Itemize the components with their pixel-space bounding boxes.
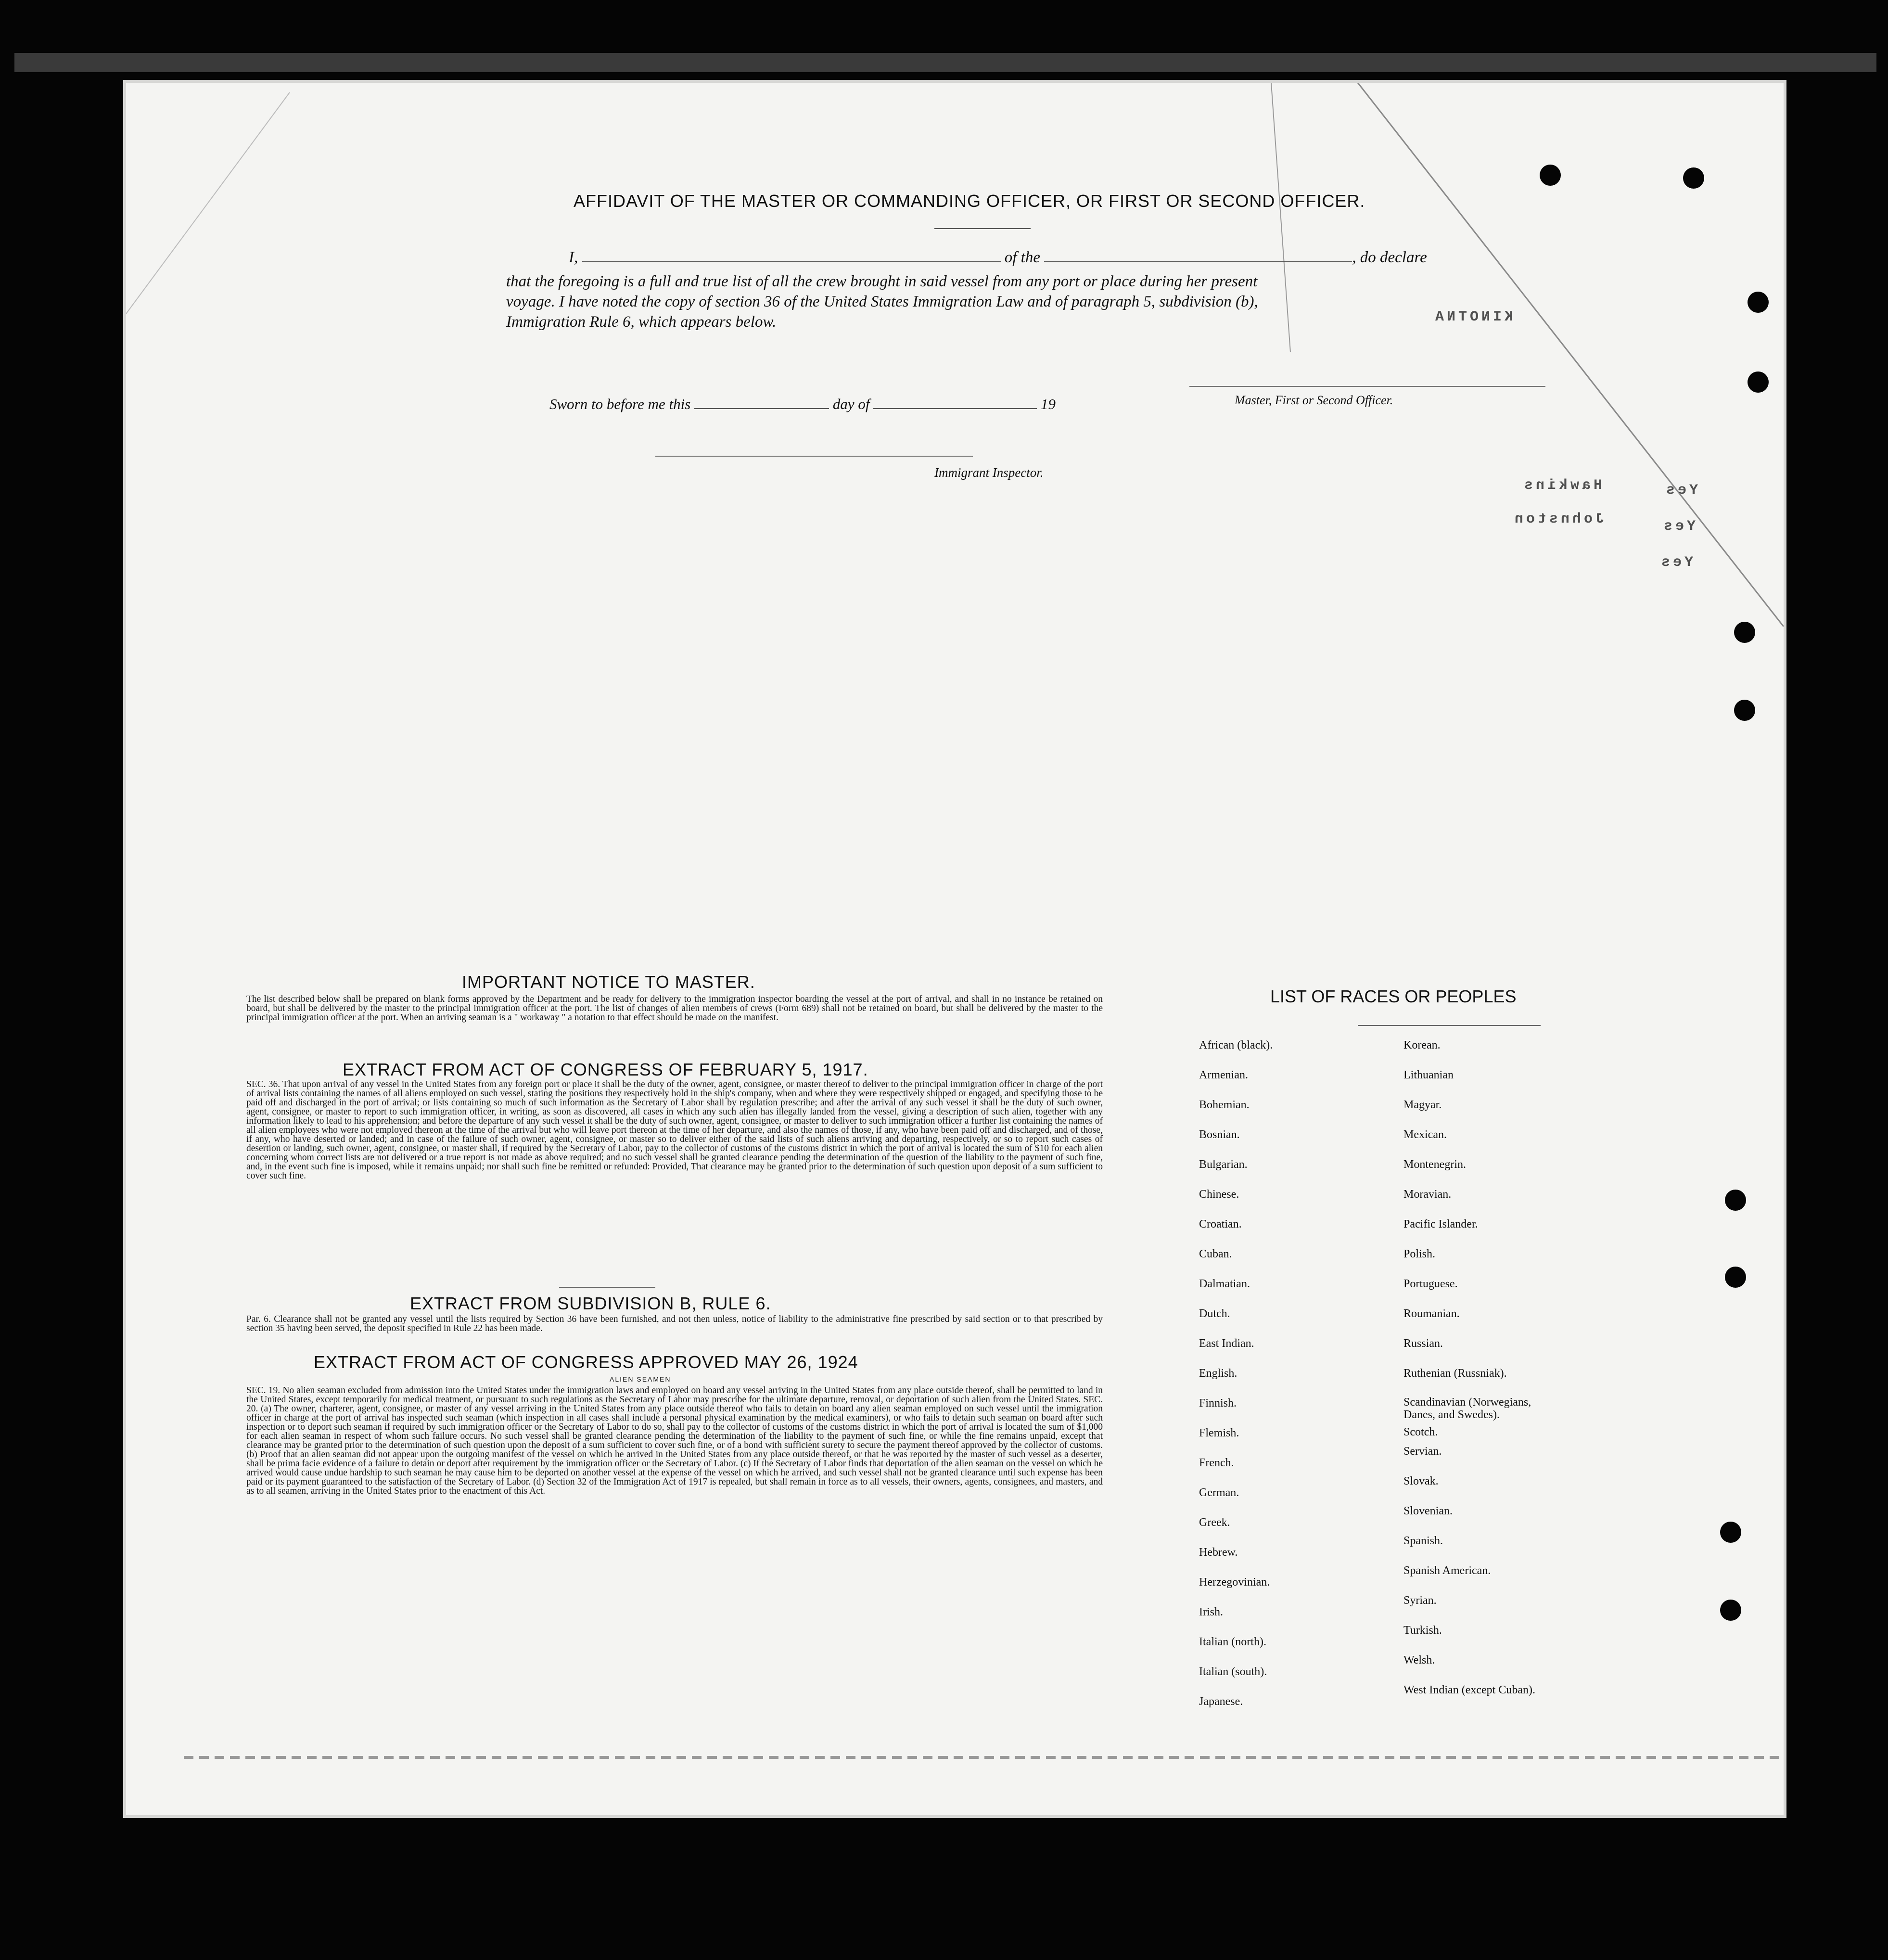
punch-hole xyxy=(1683,167,1704,189)
race-item: Spanish. xyxy=(1403,1535,1443,1547)
race-item: Welsh. xyxy=(1403,1654,1435,1666)
race-item: Finnish. xyxy=(1199,1397,1237,1409)
act-1924-title: EXTRACT FROM ACT OF CONGRESS APPROVED MAY 26, 1924 xyxy=(314,1352,858,1372)
punch-hole xyxy=(1725,1267,1746,1288)
punch-hole xyxy=(1725,1190,1746,1211)
race-item: Irish. xyxy=(1199,1606,1223,1618)
race-item: Magyar. xyxy=(1403,1099,1442,1111)
race-item: Lithuanian xyxy=(1403,1069,1454,1081)
punch-hole xyxy=(1734,700,1755,721)
affidavit-title: AFFIDAVIT OF THE MASTER OR COMMANDING OFFICER, OR FIRST OR SECOND OFFICER. xyxy=(574,191,1365,211)
notice-title: IMPORTANT NOTICE TO MASTER. xyxy=(462,972,755,992)
bleed-through-yes: Yes xyxy=(1661,518,1696,535)
race-item: Herzegovinian. xyxy=(1199,1576,1270,1588)
race-item: Japanese. xyxy=(1199,1695,1243,1708)
affidavit-line-4: Immigration Rule 6, which appears below. xyxy=(506,313,777,331)
race-item: Bohemian. xyxy=(1199,1099,1250,1111)
race-item: Russian. xyxy=(1403,1337,1443,1350)
race-item: Bosnian. xyxy=(1199,1128,1240,1141)
race-item: Syrian. xyxy=(1403,1594,1437,1607)
bleed-through-stamp: KINOTNA xyxy=(1432,309,1514,325)
bleed-through-yes: Yes xyxy=(1658,554,1694,571)
act-1917-title: EXTRACT FROM ACT OF CONGRESS OF FEBRUARY 5, 1917. xyxy=(343,1060,868,1079)
affidavit-i: I, xyxy=(569,249,578,266)
race-item: Hebrew. xyxy=(1199,1546,1238,1559)
vessel-blank xyxy=(1044,261,1352,262)
punch-hole xyxy=(1748,372,1769,393)
signature-line xyxy=(1189,386,1545,387)
race-item: Armenian. xyxy=(1199,1069,1248,1081)
inspector-line xyxy=(655,456,973,457)
race-item: Croatian. xyxy=(1199,1218,1242,1230)
month-blank xyxy=(873,408,1037,409)
races-left-column xyxy=(1199,1038,1273,1724)
section-divider xyxy=(559,1287,655,1288)
punch-hole xyxy=(1540,165,1561,186)
race-item: Dutch. xyxy=(1199,1307,1230,1320)
race-item: Chinese. xyxy=(1199,1188,1239,1201)
rule-6-body: Par. 6. Clearance shall not be granted any vessel until the lists required by Section 36 have been furnished, and not then unless, notice of liability to the administrative fine prescribed by said section or to that prescribed by section 35 having been served, the deposit specified in Rule 22 has been made. xyxy=(246,1314,1103,1333)
races-divider xyxy=(1358,1025,1541,1026)
race-item: French. xyxy=(1199,1457,1234,1469)
race-item: English. xyxy=(1199,1367,1237,1380)
punch-hole xyxy=(1734,622,1755,643)
bleed-through-yes: Yes xyxy=(1663,482,1698,499)
scan-edge xyxy=(14,53,1876,72)
race-item: Polish. xyxy=(1403,1248,1436,1260)
race-item: African (black). xyxy=(1199,1039,1273,1051)
race-item: Portuguese. xyxy=(1403,1278,1458,1290)
affidavit-line-1 xyxy=(569,249,1427,267)
punch-hole xyxy=(1748,292,1769,313)
race-item: Scotch. xyxy=(1403,1426,1438,1438)
sworn-label: Sworn to before me this xyxy=(549,396,691,412)
race-item: Cuban. xyxy=(1199,1248,1232,1260)
race-item: Flemish. xyxy=(1199,1427,1239,1439)
race-item: Dalmatian. xyxy=(1199,1278,1250,1290)
sworn-line xyxy=(549,396,1056,413)
signature-caption: Master, First or Second Officer. xyxy=(1235,393,1393,407)
form-sheet xyxy=(126,83,1784,1815)
name-blank xyxy=(582,261,1001,262)
bleed-through-name: Johnston xyxy=(1512,511,1605,527)
race-item: German. xyxy=(1199,1486,1239,1499)
race-item: Slovenian. xyxy=(1403,1505,1453,1517)
affidavit-line-2: that the foregoing is a full and true list of all the crew brought in said vessel from any port or place during her present xyxy=(506,273,1258,290)
race-item: Ruthenian (Russniak). xyxy=(1403,1367,1507,1380)
year-prefix: 19 xyxy=(1040,396,1056,412)
race-item: East Indian. xyxy=(1199,1337,1254,1350)
act-1917-body: SEC. 36. That upon arrival of any vessel in the United States from any foreign port or place it shall be the duty of the owner, agent, consignee, or master thereof to deliver to the principal immigration officer in charge of the port of arrival lists containing the names of all aliens employed on such vessel, stating the positions they respectively hold in the ship's company, when and where they were respectively shipped or engaged, and specifying those to be paid off and discharged in the port of arrival; or lists containing so much of such information as the Secretary of Labor shall by regulation prescribe; and after the arrival of any such vessel it shall be the duty of such owner, agent, consignee, or master to report to such immigration officer, in writing, as soon as discovered, all cases in which any such alien has illegally landed from the vessel, giving a description of such alien, together with any information likely to lead to his apprehension; and before the departure of any such vessel it shall be the duty of such owner, agent, consignee, or master to deliver to such immigration officer a further list containing the names of all alien employees who were not employed thereon at the time of the arrival but who will leave port thereon at the time of her departure, and also the names of those, if any, who have been paid off and discharged, and of those, if any, who have deserted or landed; and in case of the failure of such owner, agent, consignee, or master so to deliver either of the said lists of such aliens arriving and departing, respectively, or so to report such cases of desertion or landing, such owner, agent, consignee, or master shall, if required by the Secretary of Labor, pay to the collector of customs of the customs district in which the port of arrival is located the sum of $10 for each alien concerning whom correct lists are not delivered or a true report is not made as above required; and no such vessel shall be granted clearance pending the determination of the question of the liability to the payment of such fine, and, in the event such fine is imposed, while it remains unpaid; nor shall such fine be remitted or refunded: Provided, That clearance may be granted prior to the determination of such question upon deposit of a sum sufficient to cover such fine. xyxy=(246,1079,1103,1181)
inspector-caption: Immigrant Inspector. xyxy=(934,465,1044,480)
affidavit-line-3: voyage. I have noted the copy of section 36 of the United States Immigration Law and of paragraph 5, subdivision (b), xyxy=(506,293,1258,310)
act-1924-body: SEC. 19. No alien seaman excluded from admission into the United States under the immigration laws and employed on board any vessel arriving in the United States from any place outside thereof, shall be permitted to land in the United States, except temporarily for medical treatment, or pursuant to such regulations as the Secretary of Labor may prescribe for the ultimate departure, removal, or deportation of such alien from the United States. SEC. 20. (a) The owner, charterer, agent, consignee, or master of any vessel arriving in the United States from any place outside thereof who fails to detain on board any alien seaman employed on such vessel until the immigration officer in charge at the port of arrival has inspected such seaman (which inspection in all cases shall include a personal physical examination by the medical examiners), or who fails to detain such seaman on board after such inspection or to deport such seaman if required by such immigration officer or the Secretary of Labor to do so, shall pay to the collector of customs of the customs district in which the port of arrival is located the sum of $1,000 for each alien seaman in respect of whom such failure occurs. No such vessel shall be granted clearance pending the determination of the liability to the payment of such fine, or while the fine remains unpaid, except that clearance may be granted prior to the determination of such question upon the deposit of a sum sufficient to cover such fine, or of a bond with sufficient surety to secure the payment thereof approved by the collector of customs. (b) Proof that an alien seaman did not appear upon the outgoing manifest of the vessel on which he arrived in the United States from any place outside thereof, or that he was reported by the master of such vessel as a deserter, shall be prima facie evidence of a failure to detain or deport after requirement by the immigration officer or the Secretary of Labor. (c) If the Secretary of Labor finds that deportation of the alien seaman on the vessel on which he arrived would cause undue hardship to such seaman he may cause him to be deported on another vessel at the expense of the vessel on which he arrived, and such vessel shall not be granted clearance until such expense has been paid or its payment guaranteed to the satisfaction of the Secretary of Labor. (d) Section 32 of the Immigration Act of 1917 is repealed, but shall remain in force as to all vessels, their owners, agents, consignees, and masters, and as to all seamen, arriving in the United States prior to the enactment of this Act. xyxy=(246,1385,1103,1496)
race-item: Slovak. xyxy=(1403,1475,1439,1487)
affidavit-of-the: of the xyxy=(1004,249,1040,266)
rule-6-title: EXTRACT FROM SUBDIVISION B, RULE 6. xyxy=(410,1294,771,1313)
races-title: LIST OF RACES OR PEOPLES xyxy=(1270,986,1517,1006)
punch-hole xyxy=(1720,1600,1741,1621)
race-item: Greek. xyxy=(1199,1516,1230,1529)
race-item: Roumanian. xyxy=(1403,1307,1460,1320)
races-right-column xyxy=(1403,1038,1548,1713)
race-item: Servian. xyxy=(1403,1445,1442,1458)
act-1924-subtitle: ALIEN SEAMEN xyxy=(610,1375,671,1383)
race-item: Mexican. xyxy=(1403,1128,1447,1141)
race-item: Korean. xyxy=(1403,1039,1441,1051)
notice-body: The list described below shall be prepared on blank forms approved by the Department and be ready for delivery to the immigration inspector boarding the vessel at the port of arrival, and shall in no instance be retained on board, but shall be delivered by the master to the principal immigration officer at the port. The list of changes of alien members of crews (Form 689) shall not be retained on board, but shall be delivered by the master to the principal immigration officer at the port. When an arriving seaman is a " workaway " a notation to that effect should be made on the manifest. xyxy=(246,994,1103,1023)
race-item: Spanish American. xyxy=(1403,1564,1491,1577)
race-item: Moravian. xyxy=(1403,1188,1452,1201)
title-divider xyxy=(934,228,1031,229)
race-item: West Indian (except Cuban). xyxy=(1403,1684,1535,1696)
race-item: Pacific Islander. xyxy=(1403,1218,1478,1230)
race-item: Bulgarian. xyxy=(1199,1158,1248,1171)
race-item: Turkish. xyxy=(1403,1624,1442,1637)
day-of-label: day of xyxy=(832,396,870,412)
punch-hole xyxy=(1720,1522,1741,1543)
affidavit-declare: , do declare xyxy=(1352,249,1427,266)
race-item: Montenegrin. xyxy=(1403,1158,1466,1171)
race-item: Scandinavian (Norwegians, Danes, and Swedes). xyxy=(1403,1396,1531,1421)
bleed-through-name: Hawkins xyxy=(1521,477,1603,494)
day-blank xyxy=(694,408,829,409)
race-item: Italian (north). xyxy=(1199,1636,1266,1648)
race-item: Italian (south). xyxy=(1199,1665,1267,1678)
